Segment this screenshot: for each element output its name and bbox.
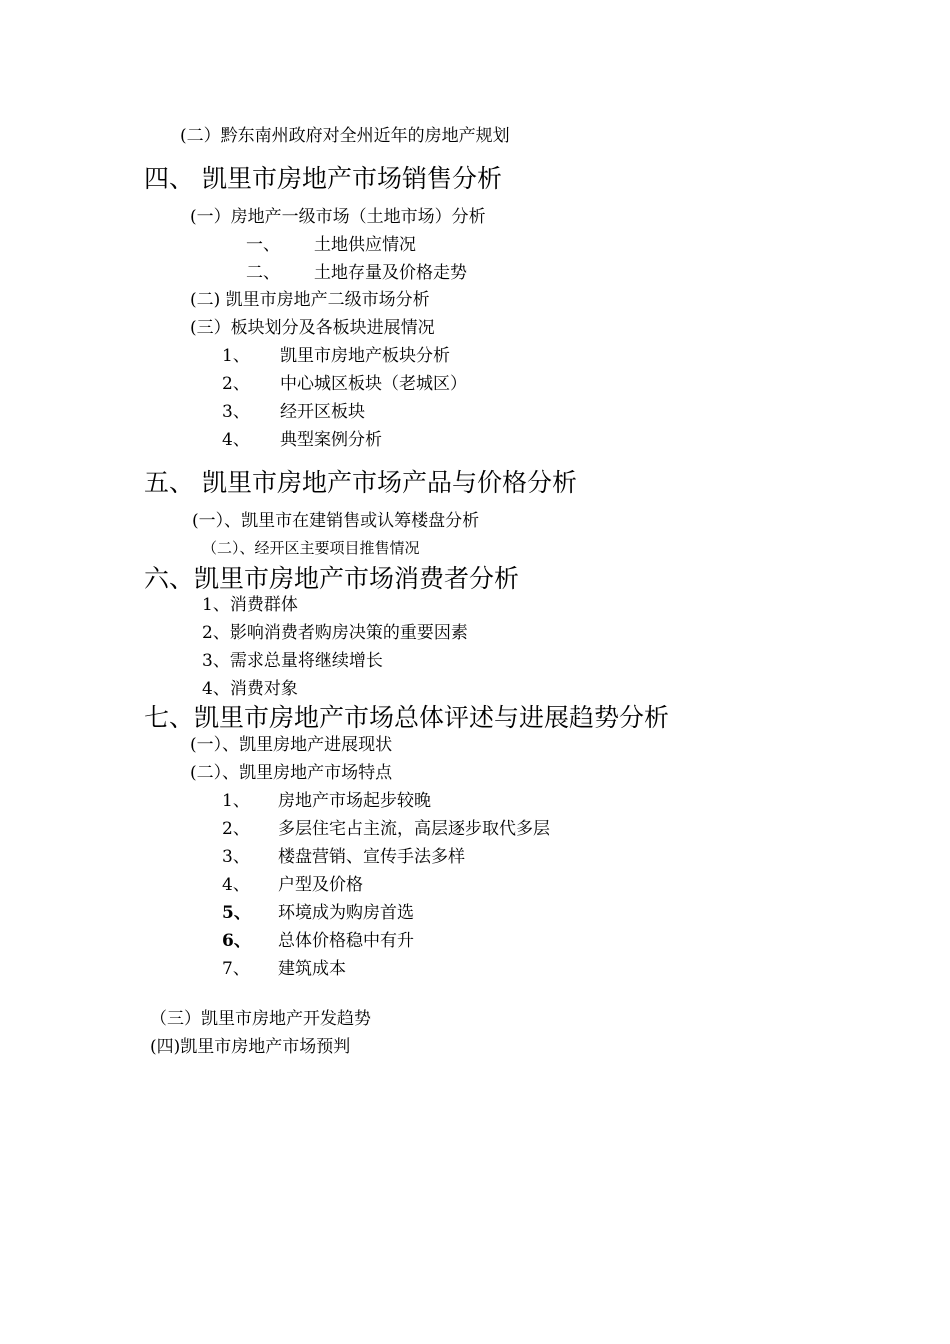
- outline-item: 1、消费群体: [202, 595, 298, 615]
- outline-subitem: [246, 265, 467, 282]
- item-number: 6、: [222, 931, 251, 951]
- section-heading-7: 七、凯里市房地产市场总体评述与进展趋势分析: [144, 703, 670, 732]
- outline-subitem: [222, 877, 363, 894]
- outline-subitem: [222, 821, 550, 838]
- outline-item: (二）、凯里房地产市场特点: [190, 763, 393, 783]
- outline-item: （二）、经开区主要项目推售情况: [202, 539, 420, 557]
- item-number: 2、: [222, 819, 250, 839]
- outline-subitem: [222, 961, 346, 978]
- item-number: 2、: [222, 374, 250, 394]
- outline-subitem: [246, 237, 416, 254]
- item-text: 总体价格稳中有升: [278, 931, 414, 951]
- outline-item: (四)凯里市房地产市场预判: [150, 1037, 351, 1057]
- outline-subitem: [222, 849, 465, 866]
- item-text: 典型案例分析: [280, 430, 382, 450]
- item-text: 楼盘营销、宣传手法多样: [278, 847, 465, 867]
- item-text: 经开区板块: [280, 402, 365, 422]
- item-number: 7、: [222, 959, 250, 979]
- outline-subitem: [222, 933, 414, 950]
- outline-item: 3、需求总量将继续增长: [202, 651, 383, 671]
- outline-item: 4、消费对象: [202, 679, 298, 699]
- outline-subitem: [222, 404, 365, 421]
- outline-subitem: [222, 348, 450, 365]
- outline-item: 2、影响消费者购房决策的重要因素: [202, 623, 468, 643]
- outline-item: (一）、凯里市在建销售或认筹楼盘分析: [192, 511, 480, 531]
- outline-item: (一）房地产一级市场（土地市场）分析: [190, 207, 486, 227]
- outline-item: (二) 凯里市房地产二级市场分析: [190, 290, 430, 310]
- item-text: 建筑成本: [278, 959, 346, 979]
- item-text: 土地供应情况: [314, 235, 416, 255]
- item-number: 3、: [222, 847, 250, 867]
- item-text: 土地存量及价格走势: [314, 263, 467, 283]
- outline-subitem: [222, 905, 414, 922]
- outline-item: （三）凯里市房地产开发趋势: [150, 1009, 371, 1029]
- item-text: 户型及价格: [278, 875, 363, 895]
- item-number: 4、: [222, 430, 250, 450]
- outline-item: (二）黔东南州政府对全州近年的房地产规划: [180, 126, 510, 146]
- item-text: 凯里市房地产板块分析: [280, 346, 450, 366]
- item-text: 多层住宅占主流，高层逐步取代多层: [278, 819, 550, 839]
- item-number: 1、: [222, 346, 250, 366]
- section-heading-4: 四、 凯里市房地产市场销售分析: [144, 164, 502, 193]
- item-text: 环境成为购房首选: [278, 903, 414, 923]
- section-heading-5: 五、 凯里市房地产市场产品与价格分析: [144, 468, 577, 497]
- item-number: 5、: [222, 903, 251, 923]
- item-number: 3、: [222, 402, 250, 422]
- item-number: 4、: [222, 875, 250, 895]
- outline-item: (一）、凯里房地产进展现状: [190, 735, 393, 755]
- item-number: 二、: [246, 263, 280, 283]
- item-number: 一、: [246, 235, 280, 255]
- item-number: 1、: [222, 791, 250, 811]
- section-heading-6: 六、凯里市房地产市场消费者分析: [144, 564, 520, 593]
- outline-subitem: [222, 432, 382, 449]
- outline-item: (三）板块划分及各板块进展情况: [190, 318, 435, 338]
- outline-subitem: [222, 793, 431, 810]
- outline-subitem: [222, 376, 467, 393]
- item-text: 房地产市场起步较晚: [278, 791, 431, 811]
- item-text: 中心城区板块（老城区）: [280, 374, 467, 394]
